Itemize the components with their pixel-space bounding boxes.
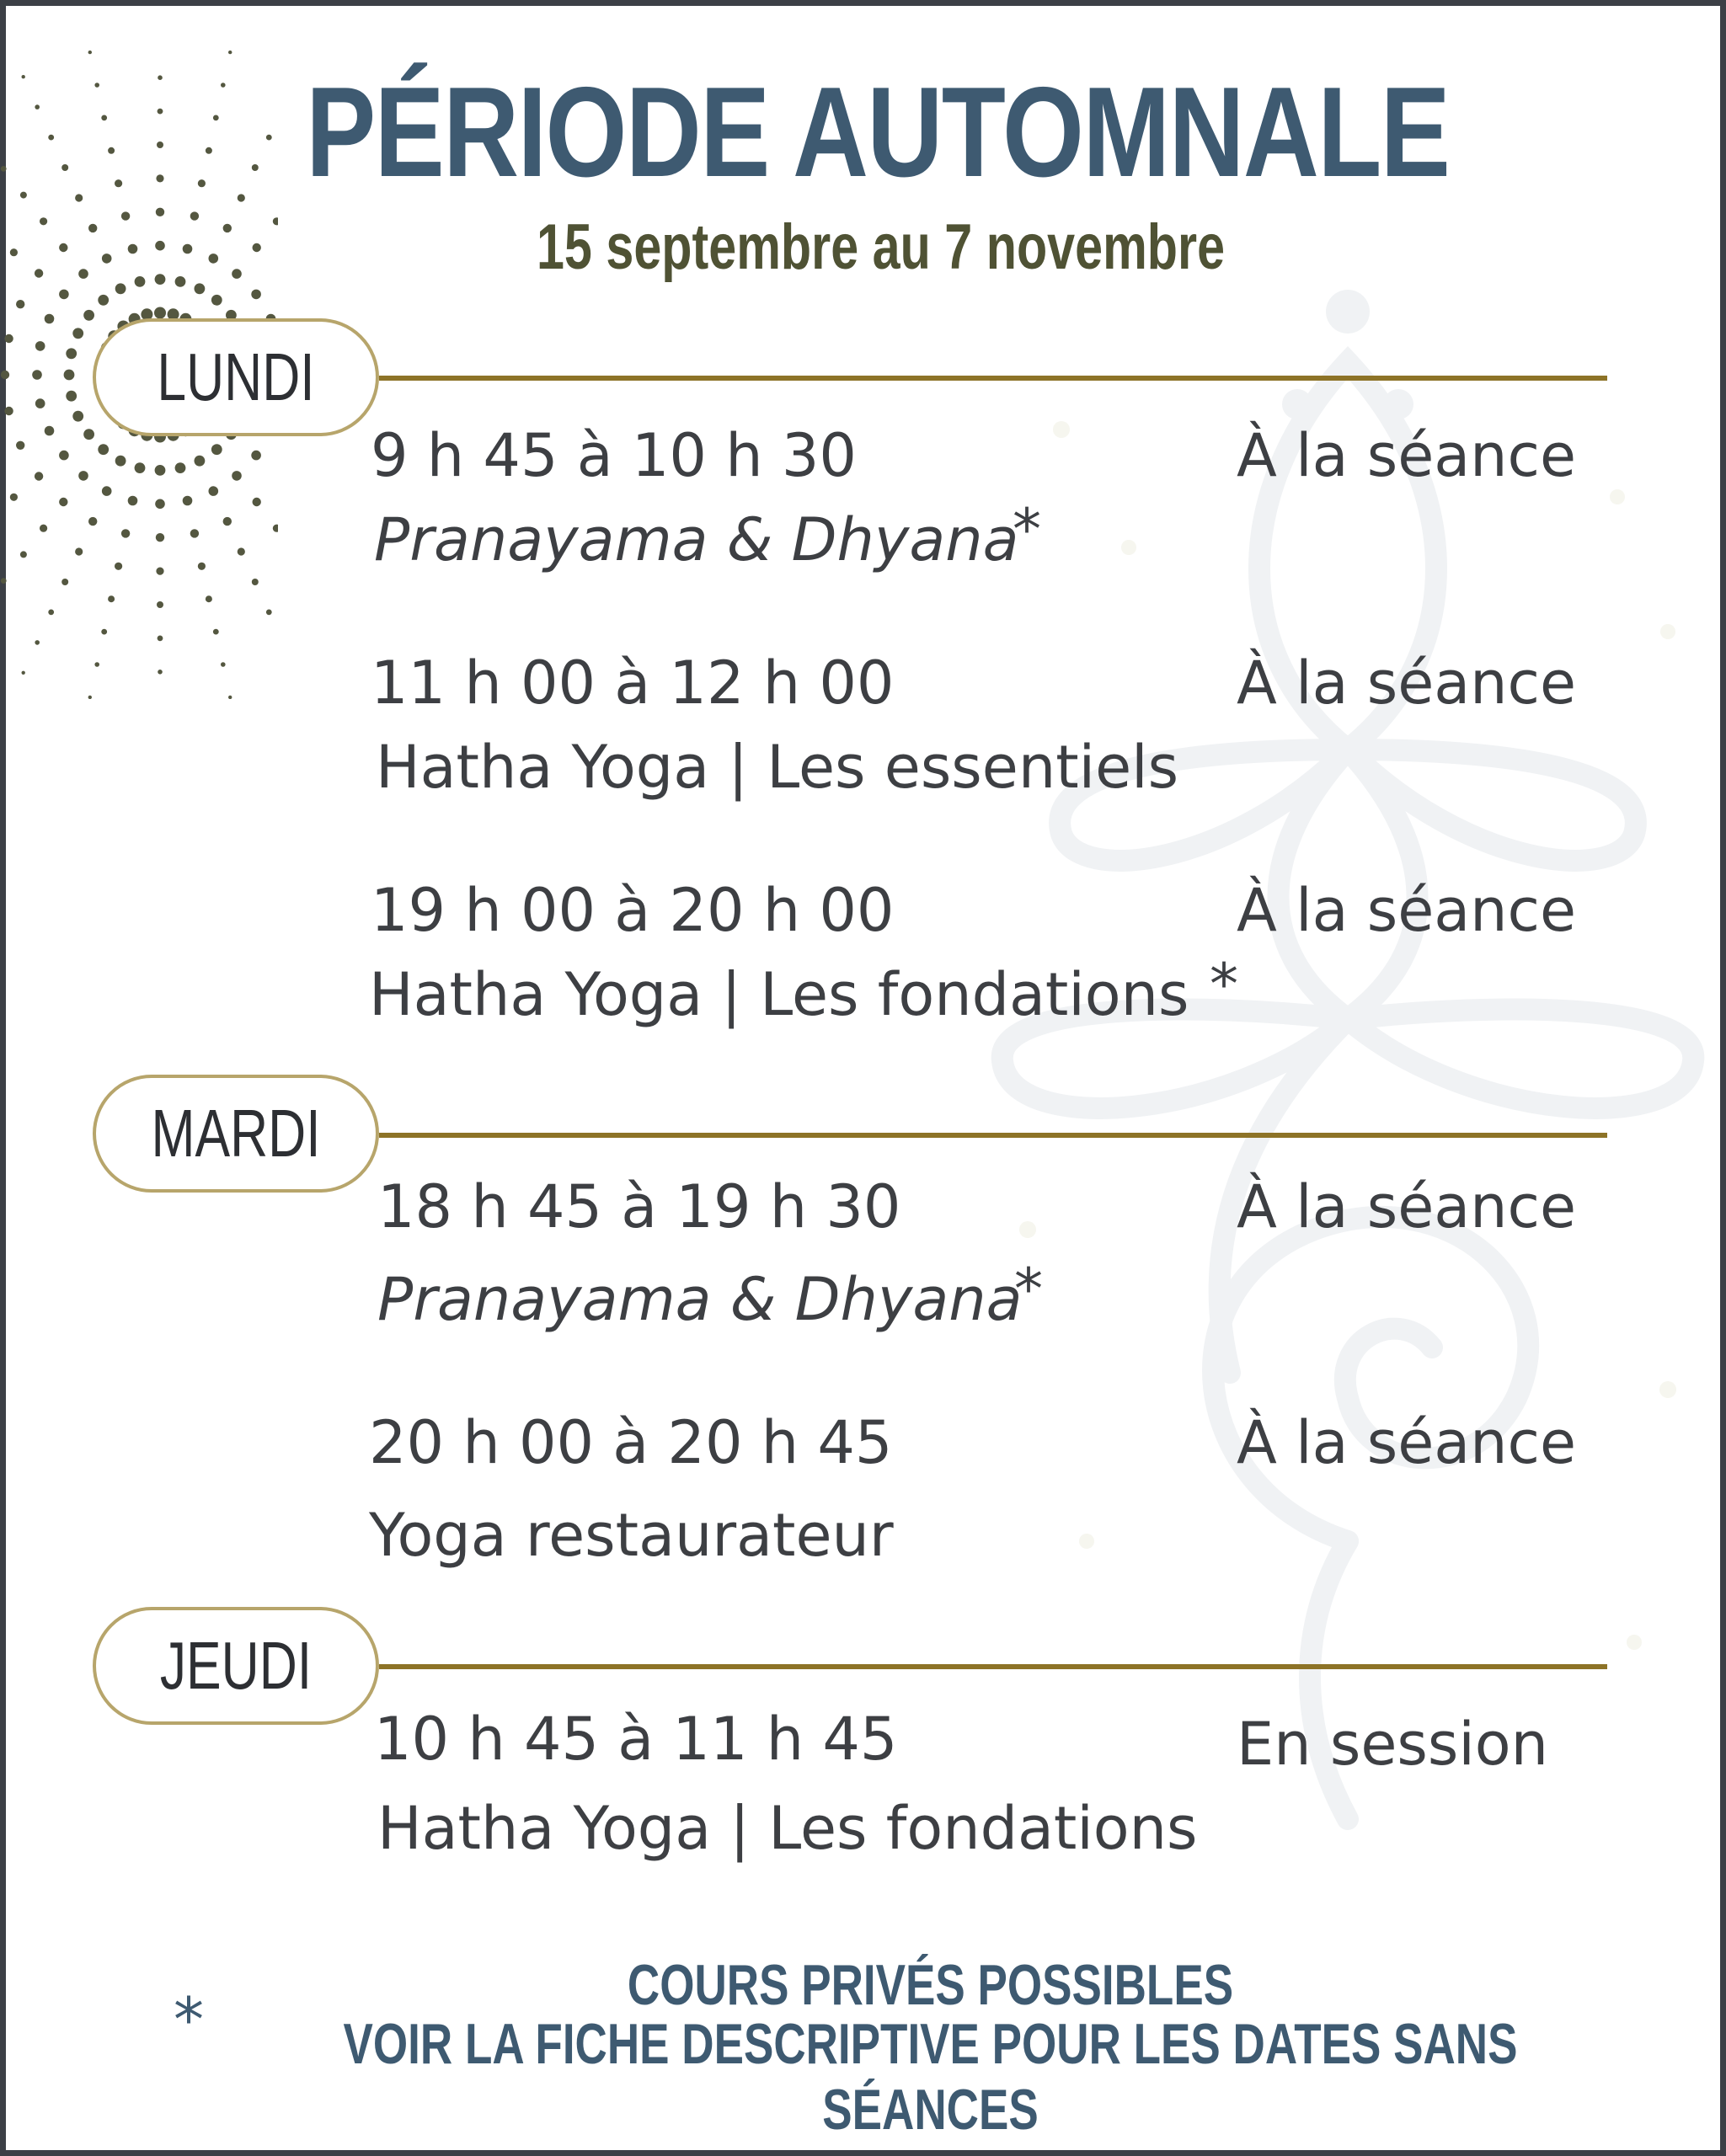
page-title: PÉRIODE AUTOMNALE [306, 61, 1450, 204]
day-divider-mardi [379, 1133, 1607, 1138]
day-pill-mardi [93, 1075, 379, 1193]
class-name: Hatha Yoga | Les fondations [369, 960, 1189, 1029]
day-pill-jeudi [93, 1607, 379, 1725]
knot-ornament-icon [977, 278, 1718, 1895]
day-pill-lundi [93, 318, 379, 436]
day-label: LUNDI [157, 339, 315, 414]
day-label: MARDI [151, 1096, 321, 1171]
class-name: Pranayama & Dhyana [377, 1265, 1023, 1334]
footer-asterisk: * [174, 1984, 204, 2055]
footer-private-lessons: COURS PRIVÉS POSSIBLES [627, 1953, 1234, 2017]
asterisk-mark: * [1014, 1257, 1043, 1323]
class-name: Hatha Yoga | Les fondations [377, 1794, 1198, 1863]
date-range: 15 septembre au 7 novembre [536, 211, 1226, 283]
day-divider-lundi [379, 376, 1607, 381]
class-price: À la séance [1237, 421, 1577, 490]
asterisk-mark: * [1013, 497, 1041, 563]
class-price: À la séance [1237, 1408, 1577, 1477]
class-time: 11 h 00 à 12 h 00 [371, 648, 895, 718]
class-time: 20 h 00 à 20 h 45 [369, 1408, 893, 1477]
class-time: 9 h 45 à 10 h 30 [371, 421, 857, 490]
class-name: Pranayama & Dhyana [374, 505, 1019, 574]
class-price: À la séance [1237, 1172, 1577, 1241]
class-price: À la séance [1237, 648, 1577, 718]
class-time: 10 h 45 à 11 h 45 [374, 1705, 898, 1774]
asterisk-mark: * [1210, 952, 1238, 1018]
class-time: 19 h 00 à 20 h 00 [371, 876, 895, 945]
class-price: En session [1237, 1710, 1548, 1779]
day-label: JEUDI [159, 1628, 313, 1703]
class-time: 18 h 45 à 19 h 30 [377, 1172, 901, 1241]
day-divider-jeudi [379, 1664, 1607, 1669]
class-name: Hatha Yoga | Les essentiels [376, 733, 1179, 802]
footer-note: VOIR LA FICHE DESCRIPTIVE POUR LES DATES SANS SÉANCES [343, 2012, 1518, 2142]
class-name: Yoga restaurateur [369, 1501, 894, 1570]
class-price: À la séance [1237, 876, 1577, 945]
